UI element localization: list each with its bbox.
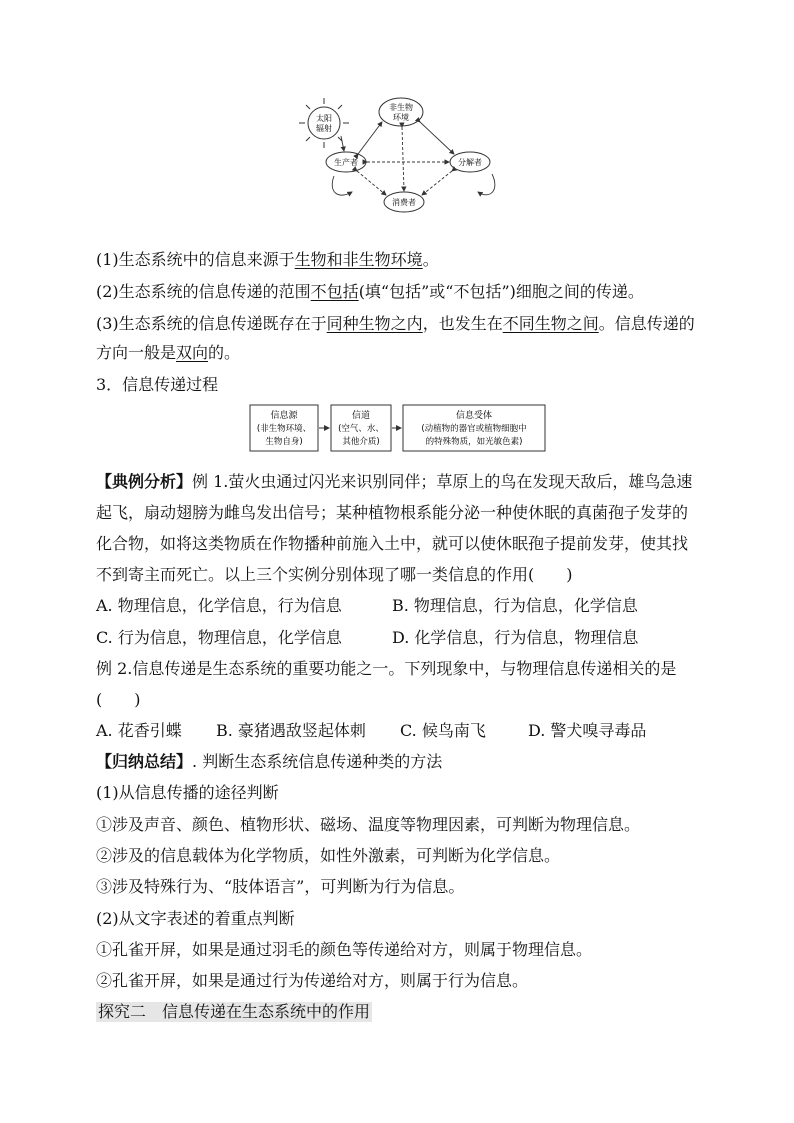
example-1-text-1: 例 1.萤火虫通过闪光来识别同伴；草原上的鸟在发现天敌后，雄鸟急速: [192, 472, 693, 491]
flow-box-channel-l2: 其他介质): [342, 437, 380, 447]
para-1: [96, 250, 439, 270]
para-3-answer-2: 不同生物之间: [502, 314, 599, 333]
example-1-line-1: [96, 472, 692, 492]
example-2-option-c: C. 候鸟南飞: [400, 721, 486, 740]
summary-s1c: ③涉及特殊行为、“肢体语言”，可判断为行为信息。: [96, 877, 465, 896]
para-3-end: 。信息传递的: [598, 314, 695, 333]
info-cycle-diagram: [294, 96, 508, 218]
summary-title: . 判断生态系统信息传递种类的方法: [192, 752, 443, 771]
para-1-end: 。: [422, 250, 439, 269]
example-1-option-b: B. 物理信息，行为信息，化学信息: [392, 596, 638, 615]
flow-box-receiver-l2: 的特殊物质，如光敏色素): [425, 437, 523, 447]
flow-box-receiver-l1: (动植物的器官或植物细胞中: [421, 424, 527, 434]
summary-s1a: ①涉及声音、颜色、植物形状、磁场、温度等物理因素，可判断为物理信息。: [96, 815, 641, 834]
summary-s1b: ②涉及的信息载体为化学物质，如性外激素，可判断为化学信息。: [96, 846, 561, 865]
example-1-option-d: D. 化学信息，行为信息，物理信息: [392, 628, 639, 647]
example-1-option-a: A. 物理信息，化学信息，行为信息: [96, 596, 342, 615]
section-3-heading: 3．信息传递过程: [96, 375, 219, 394]
flow-box-receiver-title: 信息受体: [455, 411, 493, 421]
example-2-option-a: A. 花香引蝶: [96, 721, 182, 740]
para-2: [96, 282, 644, 302]
example-2-option-b: B. 豪猪遇敌竖起体刺: [216, 721, 366, 740]
example-2-line-1: 例 2.信息传递是生态系统的重要功能之一。下列现象中，与物理信息传递相关的是: [96, 659, 677, 678]
para-3b-text: 方向一般是: [96, 343, 177, 362]
example-analysis-tag: 【典例分析】: [96, 472, 193, 491]
summary-tag: 【归纳总结】: [96, 752, 193, 771]
example-2-line-2: ( ): [96, 690, 141, 709]
para-2-end: (填“包括”或“不包括”)细胞之间的传递。: [358, 282, 644, 301]
explore-2-heading: 探究二 信息传递在生态系统中的作用: [98, 1002, 371, 1021]
summary-s1: (1)从信息传播的途径判断: [96, 783, 279, 802]
sun-label-1: 太阳: [316, 114, 332, 123]
flow-box-source-title: 信息源: [270, 411, 298, 421]
flow-box-source-l2: 生物自身): [265, 437, 303, 447]
para-3b: [96, 343, 240, 363]
summary-s2b: ②孔雀开屏，如果是通过行为传递给对方，则属于行为信息。: [96, 971, 529, 990]
info-flow-diagram: [249, 404, 547, 454]
summary-heading: [96, 752, 442, 772]
flow-box-channel-l1: (空气、水、: [338, 424, 384, 434]
para-3: [96, 314, 695, 334]
example-2-option-d: D. 警犬嗅寻毒品: [528, 721, 647, 740]
para-3-text: (3)生态系统的信息传递既存在于: [96, 314, 327, 333]
para-1-answer: 生物和非生物环境: [294, 250, 423, 269]
abiotic-label-1: 非生物: [389, 103, 413, 112]
summary-s2: (2)从文字表述的着重点判断: [96, 909, 295, 928]
example-1-option-c: C. 行为信息，物理信息，化学信息: [96, 628, 342, 647]
para-3b-end: 的。: [208, 343, 241, 362]
example-1-line-3: 化合物，如将这类物质在作物播种前施入土中，就可以使休眠孢子提前发芽，使其找: [96, 534, 689, 553]
para-3-mid: ，也发生在: [422, 314, 503, 333]
producer-label: 生产者: [334, 158, 358, 167]
flow-box-channel-title: 信道: [351, 411, 371, 421]
para-2-text: (2)生态系统的信息传递的范围: [96, 282, 311, 301]
para-3b-answer: 双向: [176, 343, 209, 362]
consumer-label: 消费者: [392, 198, 416, 207]
decomposer-label: 分解者: [458, 158, 482, 167]
para-3-answer-1: 同种生物之内: [326, 314, 423, 333]
abiotic-label-2: 环境: [393, 113, 409, 122]
para-2-answer: 不包括: [310, 282, 359, 301]
sun-label-2: 辐射: [316, 124, 332, 133]
flow-box-source-l1: (非生物环境、: [256, 424, 312, 434]
summary-s2a: ①孔雀开屏，如果是通过羽毛的颜色等传递给对方，则属于物理信息。: [96, 940, 593, 959]
para-1-text: (1)生态系统中的信息来源于: [96, 250, 295, 269]
example-1-line-2: 起飞，扇动翅膀为雌鸟发出信号；某种植物根系能分泌一种使休眠的真菌孢子发芽的: [96, 503, 689, 522]
example-1-line-4: 不到寄主而死亡。以上三个实例分别体现了哪一类信息的作用( ): [96, 565, 573, 584]
